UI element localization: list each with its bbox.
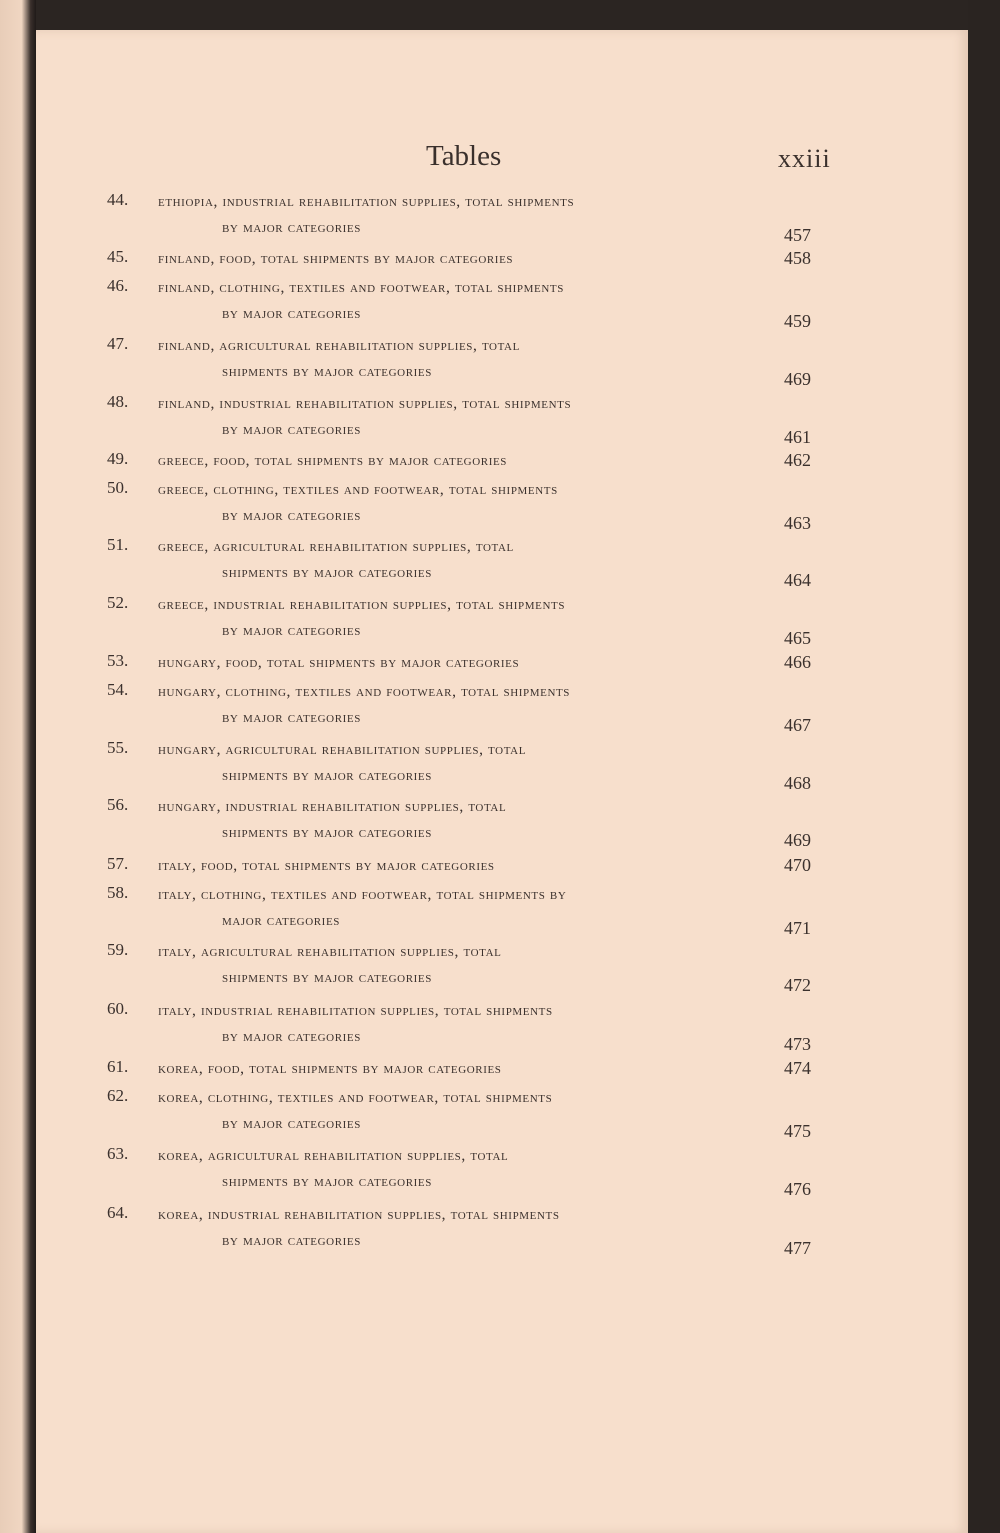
table-number: 59.: [107, 940, 129, 959]
page-reference: 458: [784, 248, 811, 268]
table-number: 44.: [107, 190, 129, 209]
table-number: 64.: [107, 1203, 129, 1222]
page-reference: 467: [784, 715, 811, 735]
page-reference: 472: [784, 975, 811, 995]
table-title-line: by major categories: [222, 622, 361, 639]
page-number: xxiii: [778, 144, 831, 173]
table-title-line: by major categories: [222, 219, 361, 236]
table-number: 61.: [107, 1057, 129, 1076]
table-title-line: greece, clothing, textiles and footwear, total shipments: [158, 481, 558, 498]
table-title-line: greece, agricultural rehabilitation supplies, total: [158, 538, 514, 555]
table-title-line: shipments by major categories: [222, 824, 432, 841]
table-number: 45.: [107, 247, 129, 266]
book-binding-edge: [0, 0, 36, 1533]
table-number: 60.: [107, 999, 129, 1018]
scan-background-edge: [968, 0, 1000, 1533]
table-number: 58.: [107, 883, 129, 902]
table-title-line: shipments by major categories: [222, 1173, 432, 1190]
table-number: 55.: [107, 738, 129, 757]
table-title-line: by major categories: [222, 1115, 361, 1132]
table-title-line: shipments by major categories: [222, 969, 432, 986]
page-reference: 457: [784, 225, 811, 245]
table-title-line: major categories: [222, 912, 340, 929]
table-title-line: korea, clothing, textiles and footwear, total shipments: [158, 1089, 553, 1106]
table-number: 56.: [107, 795, 129, 814]
page-reference: 469: [784, 830, 811, 850]
table-title-line: by major categories: [222, 709, 361, 726]
table-number: 62.: [107, 1086, 129, 1105]
table-title-line: hungary, food, total shipments by major categories: [158, 654, 520, 671]
table-number: 47.: [107, 334, 129, 353]
table-title-line: by major categories: [222, 1232, 361, 1249]
page-reference: 473: [784, 1034, 811, 1054]
table-title-line: shipments by major categories: [222, 767, 432, 784]
table-title-line: finland, industrial rehabilitation supplies, total shipments: [158, 395, 572, 412]
table-number: 50.: [107, 478, 129, 497]
table-title-line: korea, industrial rehabilitation supplies, total shipments: [158, 1206, 560, 1223]
page-reference: 476: [784, 1179, 811, 1199]
table-number: 51.: [107, 535, 129, 554]
page-reference: 470: [784, 855, 811, 875]
page-reference: 461: [784, 427, 811, 447]
table-title-line: korea, food, total shipments by major categories: [158, 1060, 502, 1077]
page-reference: 475: [784, 1121, 811, 1141]
table-number: 63.: [107, 1144, 129, 1163]
page-reference: 469: [784, 369, 811, 389]
table-title-line: by major categories: [222, 421, 361, 438]
table-title-line: shipments by major categories: [222, 564, 432, 581]
page-title: Tables: [426, 140, 502, 172]
page-reference: 462: [784, 450, 811, 470]
table-title-line: italy, food, total shipments by major categories: [158, 857, 495, 874]
table-title-line: hungary, industrial rehabilitation supplies, total: [158, 798, 507, 815]
table-title-line: korea, agricultural rehabilitation supplies, total: [158, 1147, 509, 1164]
table-number: 48.: [107, 392, 129, 411]
page-reference: 471: [784, 918, 811, 938]
page-reference: 477: [784, 1238, 811, 1258]
table-number: 57.: [107, 854, 129, 873]
table-title-line: greece, industrial rehabilitation supplies, total shipments: [158, 596, 566, 613]
page-reference: 464: [784, 570, 811, 590]
page-reference: 459: [784, 311, 811, 331]
table-title-line: by major categories: [222, 305, 361, 322]
table-title-line: finland, food, total shipments by major categories: [158, 250, 514, 267]
table-number: 54.: [107, 680, 129, 699]
page-reference: 465: [784, 628, 811, 648]
page-reference: 463: [784, 513, 811, 533]
table-title-line: italy, industrial rehabilitation supplies, total shipments: [158, 1002, 553, 1019]
table-title-line: greece, food, total shipments by major categories: [158, 452, 508, 469]
table-title-line: shipments by major categories: [222, 363, 432, 380]
table-title-line: by major categories: [222, 1028, 361, 1045]
table-number: 46.: [107, 276, 129, 295]
table-title-line: finland, clothing, textiles and footwear, total shipments: [158, 279, 564, 296]
table-number: 49.: [107, 449, 129, 468]
table-title-line: italy, clothing, textiles and footwear, total shipments by: [158, 886, 567, 903]
page-reference: 468: [784, 773, 811, 793]
table-title-line: ethiopia, industrial rehabilitation supplies, total shipments: [158, 193, 575, 210]
table-title-line: hungary, clothing, textiles and footwear, total shipments: [158, 683, 571, 700]
table-title-line: italy, agricultural rehabilitation supplies, total: [158, 943, 502, 960]
table-title-line: finland, agricultural rehabilitation supplies, total: [158, 337, 520, 354]
table-title-line: hungary, agricultural rehabilitation supplies, total: [158, 741, 527, 758]
table-title-line: by major categories: [222, 507, 361, 524]
page-reference: 466: [784, 652, 811, 672]
table-number: 53.: [107, 651, 129, 670]
page-reference: 474: [784, 1058, 811, 1078]
table-number: 52.: [107, 593, 129, 612]
